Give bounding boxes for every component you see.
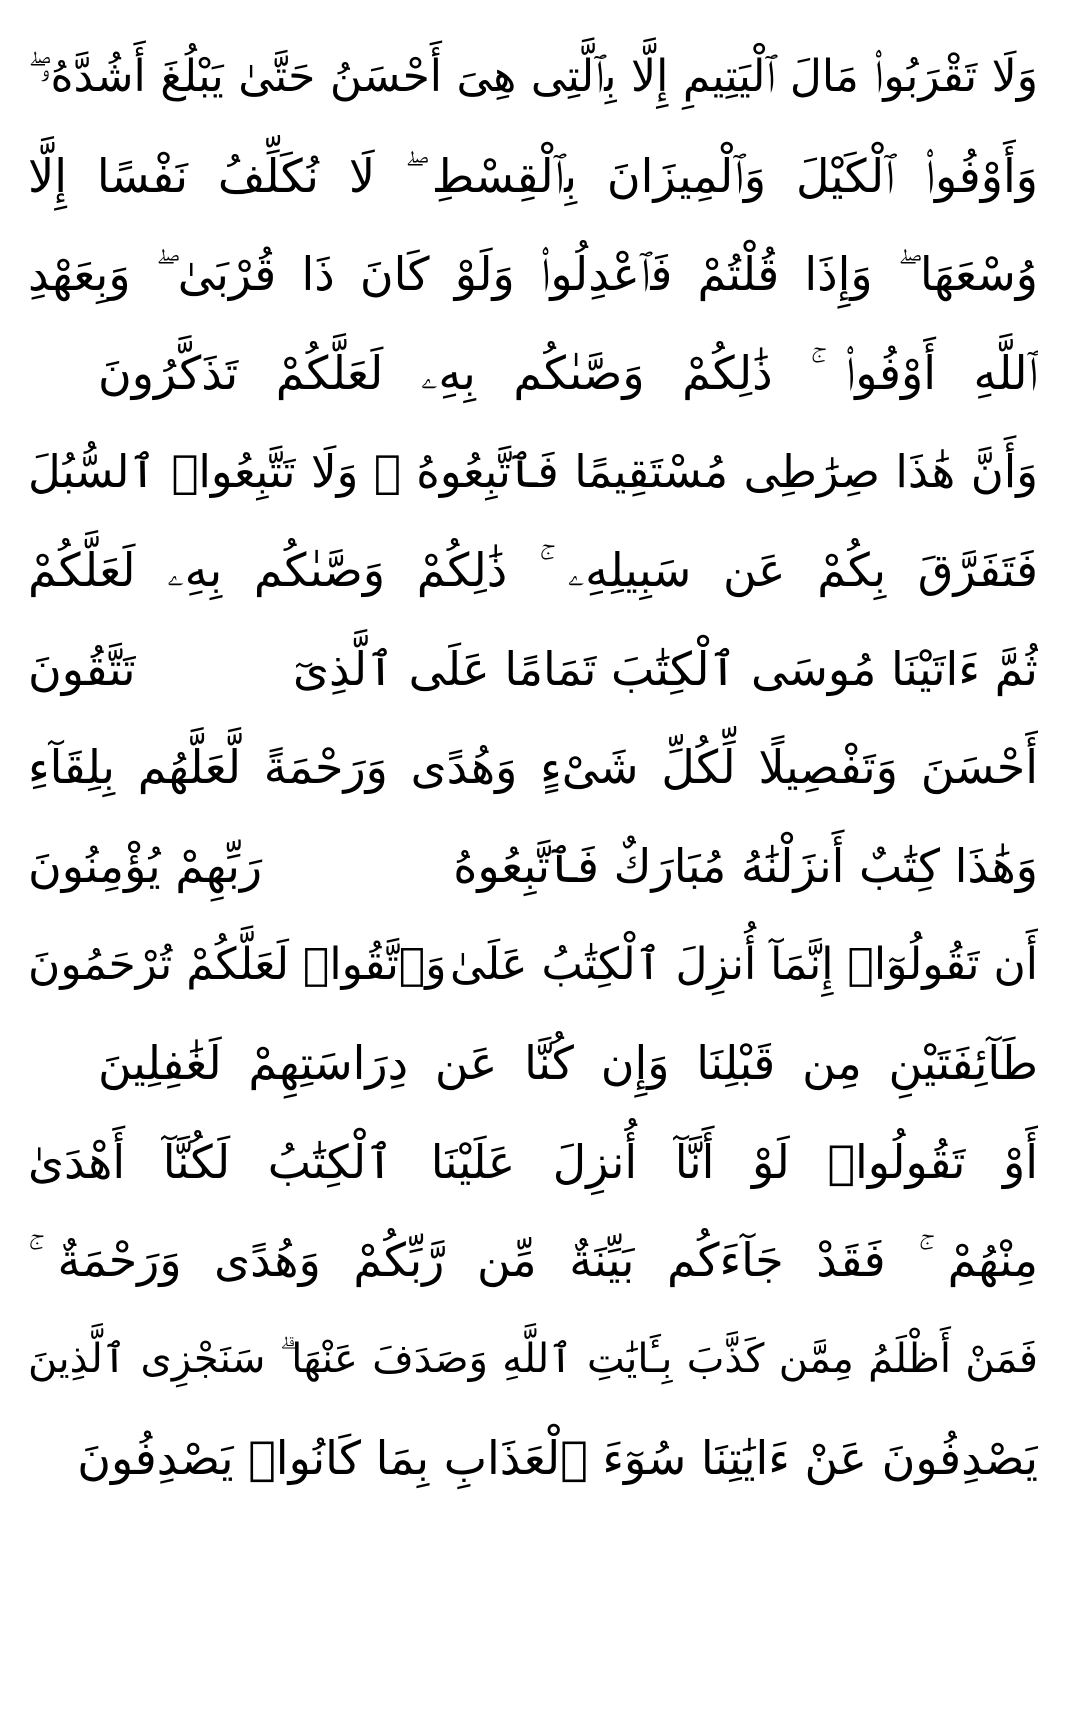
text-line-7 [28, 620, 1038, 719]
text-line-10 [28, 915, 1038, 1014]
line-text: وَأَوْفُوا۟ ٱلْكَيْلَ وَٱلْمِيزَانَ بِٱلْقِسْطِ ۖ لَا نُكَلِّفُ نَفْسًا إِلَّا [28, 148, 1038, 203]
text-line-6 [28, 521, 1038, 620]
line-text: فَتَفَرَّقَ بِكُمْ عَن سَبِيلِهِۦ ۚ ذَٰلِكُمْ وَصَّىٰكُم بِهِۦ لَعَلَّكُمْ [28, 543, 1038, 598]
line-text: فَمَنْ أَظْلَمُ مِمَّن كَذَّبَ بِـَٔايَٰتِ ٱللَّهِ وَصَدَفَ عَنْهَا ۗ سَنَجْزِى ٱلَّذِينَ [28, 1336, 1038, 1383]
line-text: طَآئِفَتَيْنِ مِن قَبْلِنَا وَإِن كُنَّا عَن دِرَاسَتِهِمْ لَغَٰفِلِينَ [98, 1036, 1038, 1091]
line-text-end: تَتَّقُونَ [28, 641, 136, 696]
line-text: ٱللَّهِ أَوْفُوا۟ ۚ ذَٰلِكُمْ وَصَّىٰكُم بِهِۦ لَعَلَّكُمْ تَذَكَّرُونَ [98, 346, 1038, 401]
text-line-2 [28, 127, 1038, 226]
line-text: وَلَا تَقْرَبُوا۟ مَالَ ٱلْيَتِيمِ إِلَّا بِٱلَّتِى هِىَ أَحْسَنُ حَتَّىٰ يَبْلُغَ أَشُدَّهُۥ ۖ [28, 51, 1038, 103]
text-line-4 [28, 324, 1038, 423]
text-line-13 [28, 1211, 1038, 1310]
text-line-9 [28, 817, 1038, 916]
line-text: أَوْ تَقُولُوا۟ لَوْ أَنَّآ أُنزِلَ عَلَيْنَا ٱلْكِتَٰبُ لَكُنَّآ أَهْدَىٰ [28, 1134, 1038, 1189]
line-text: يَصْدِفُونَ عَنْ ءَايَٰتِنَا سُوٓءَ ٱلْعَذَابِ بِمَا كَانُوا۟ يَصْدِفُونَ [77, 1430, 1038, 1485]
text-line-8 [28, 718, 1038, 817]
text-line-15 [28, 1408, 1038, 1507]
line-text: أَحْسَنَ وَتَفْصِيلًا لِّكُلِّ شَىْءٍ وَهُدًى وَرَحْمَةً لَّعَلَّهُم بِلِقَآءِ [28, 740, 1038, 795]
text-line-11 [28, 1014, 1038, 1113]
text-line-1 [28, 28, 1038, 127]
line-text-start: أَن تَقُولُوٓا۟ إِنَّمَآ أُنزِلَ ٱلْكِتَٰبُ عَلَىٰ [450, 938, 1038, 990]
line-text-start: وَهَٰذَا كِتَٰبٌ أَنزَلْنَٰهُ مُبَارَكٌ فَٱتَّبِعُوهُ [453, 839, 1038, 894]
line-text-start: ثُمَّ ءَاتَيْنَا مُوسَى ٱلْكِتَٰبَ تَمَامًا عَلَى ٱلَّذِىٓ [292, 641, 1038, 696]
text-line-5 [28, 422, 1038, 521]
verse-lines [28, 28, 1038, 1507]
line-text: مِنْهُمْ ۚ فَقَدْ جَآءَكُم بَيِّنَةٌ مِّن رَّبِّكُمْ وَهُدًى وَرَحْمَةٌ ۚ [28, 1233, 1038, 1288]
line-text-end: وَٱتَّقُوا۟ لَعَلَّكُمْ تُرْحَمُونَ [28, 938, 447, 990]
text-line-3 [28, 225, 1038, 324]
line-text: وُسْعَهَا ۖ وَإِذَا قُلْتُمْ فَٱعْدِلُوا۟ وَلَوْ كَانَ ذَا قُرْبَىٰ ۖ وَبِعَهْدِ [28, 247, 1038, 302]
text-line-12 [28, 1113, 1038, 1212]
text-line-14 [28, 1310, 1038, 1409]
line-text-end: رَبِّهِمْ يُؤْمِنُونَ [28, 839, 263, 894]
line-text: وَأَنَّ هَٰذَا صِرَٰطِى مُسْتَقِيمًا فَٱتَّبِعُوهُ ۖ وَلَا تَتَّبِعُوا۟ ٱلسُّبُلَ [28, 444, 1038, 498]
